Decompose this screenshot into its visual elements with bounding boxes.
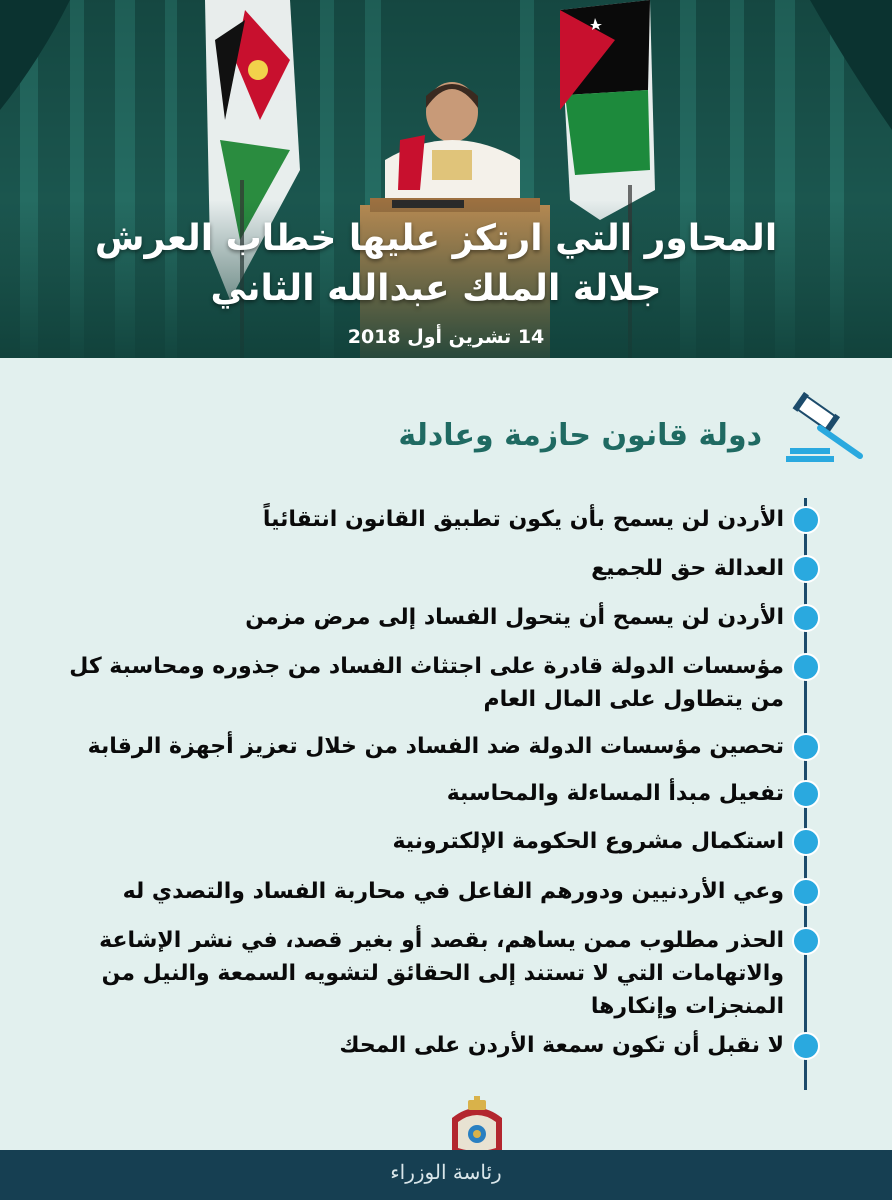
bullet-dot — [792, 653, 820, 681]
bullet-dot — [792, 780, 820, 808]
list-item: الأردن لن يسمح بأن يكون تطبيق القانون انتقائياً — [262, 507, 784, 532]
title-line-1: المحاور التي ارتكز عليها خطاب العرش — [94, 218, 778, 259]
speech-date: 14 تشرين أول 2018 — [347, 326, 545, 348]
list-item: الحذر مطلوب ممن يساهم، بقصد أو بغير قصد، في نشر الإشاعة والاتهامات التي لا تستند إلى الحقائق لتشويه السمعة والنيل من المنجزات وإنكارها — [99, 928, 784, 1019]
list-item: تفعيل مبدأ المساءلة والمحاسبة — [446, 781, 784, 806]
list-item: مؤسسات الدولة قادرة على اجتثاث الفساد من جذوره ومحاسبة كل من يتطاول على المال العام — [69, 654, 784, 712]
title-line-2: جلالة الملك عبدالله الثاني — [210, 268, 662, 309]
list-item: العدالة حق للجميع — [591, 556, 784, 581]
list-item: لا نقبل أن تكون سمعة الأردن على المحك — [339, 1033, 784, 1058]
bullet-dot — [792, 828, 820, 856]
bullet-dot — [792, 878, 820, 906]
gavel-icon — [784, 390, 864, 466]
list-item: وعي الأردنيين ودورهم الفاعل في محاربة الفساد والتصدي له — [122, 879, 784, 904]
list-item: استكمال مشروع الحكومة الإلكترونية — [392, 829, 784, 854]
bullet-dot — [792, 927, 820, 955]
list-item: تحصين مؤسسات الدولة ضد الفساد من خلال تعزيز أجهزة الرقابة — [87, 734, 784, 759]
header-photo — [0, 0, 892, 358]
bullet-dot — [792, 555, 820, 583]
bullet-dot — [792, 1032, 820, 1060]
section-title: دولة قانون حازمة وعادلة — [398, 418, 762, 453]
list-item: الأردن لن يسمح أن يتحول الفساد إلى مرض مزمن — [245, 605, 784, 630]
bullet-dot — [792, 506, 820, 534]
bullet-dot — [792, 733, 820, 761]
jordan-flag — [560, 0, 655, 220]
footer-logo-text: رئاسة الوزراء — [390, 1160, 502, 1184]
bullet-dot — [792, 604, 820, 632]
